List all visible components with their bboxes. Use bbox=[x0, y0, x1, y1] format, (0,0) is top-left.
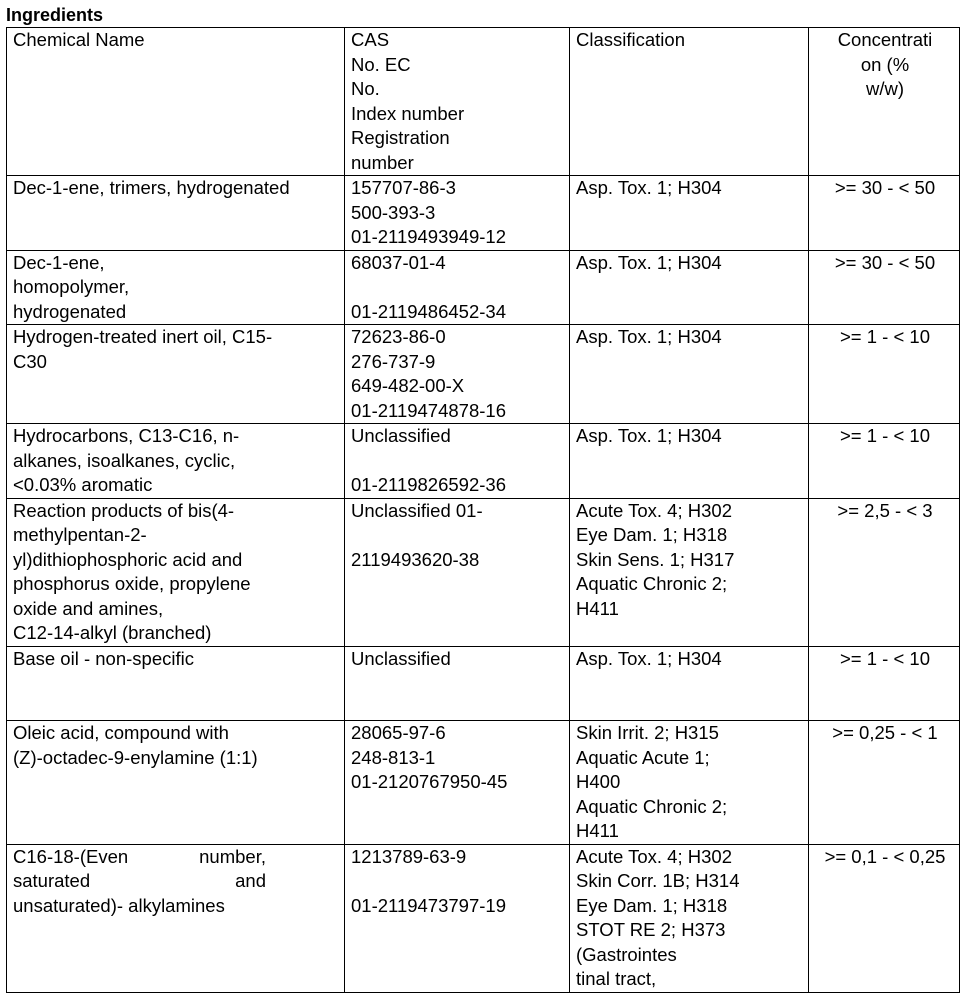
cell-line bbox=[13, 671, 340, 696]
cell-line bbox=[351, 869, 565, 894]
table-row bbox=[7, 498, 960, 646]
cell-line: Eye Dam. 1; H318 bbox=[576, 524, 728, 545]
cell-line: Registration bbox=[351, 127, 450, 148]
header-concentration bbox=[809, 28, 960, 176]
cell-line: >= 1 - < 10 bbox=[840, 326, 930, 347]
concentration-cell bbox=[809, 844, 960, 992]
cell-line: H411 bbox=[576, 820, 619, 841]
cell-line: alkanes, isoalkanes, cyclic, bbox=[13, 449, 236, 471]
cell-line: 72623-86-0 bbox=[351, 326, 446, 347]
classification-cell bbox=[570, 721, 809, 845]
cell-line: STOT RE 2; H373 bbox=[576, 919, 726, 940]
header-ids bbox=[345, 28, 570, 176]
cell-line bbox=[13, 696, 340, 721]
identifiers-cell bbox=[345, 325, 570, 424]
chemical-name-cell bbox=[7, 176, 345, 251]
cell-line: Unclassified bbox=[351, 647, 451, 669]
cell-line: Acute Tox. 4; H302 bbox=[576, 499, 732, 521]
cell-line: 2119493620-38 bbox=[351, 548, 480, 570]
section-title: Ingredients bbox=[6, 5, 104, 25]
ingredients-table bbox=[6, 27, 960, 993]
cell-line: Aquatic Chronic 2; bbox=[576, 795, 728, 817]
cell-line: Classification bbox=[576, 29, 685, 50]
cell-line: 01-2119474878-16 bbox=[351, 399, 506, 421]
cell-line: Eye Dam. 1; H318 bbox=[576, 894, 728, 916]
cell-line: 68037-01-4 bbox=[351, 251, 446, 273]
cell-line: Dec-1-ene, bbox=[13, 251, 105, 273]
cell-line bbox=[351, 449, 565, 474]
cell-line: Chemical Name bbox=[13, 29, 145, 50]
chemical-name-cell bbox=[7, 325, 345, 424]
classification-cell bbox=[570, 844, 809, 992]
cell-line: C16-18-(Even number, bbox=[13, 845, 266, 867]
cell-line: hydrogenated bbox=[13, 300, 127, 322]
cell-line: oxide and amines, bbox=[13, 597, 164, 619]
cell-line: saturated and bbox=[13, 870, 266, 891]
cell-line: Aquatic Chronic 2; bbox=[576, 573, 728, 594]
concentration-cell bbox=[809, 646, 960, 721]
cell-line: Unclassified 01- bbox=[351, 499, 483, 521]
cell-line: 500-393-3 bbox=[351, 201, 436, 223]
cell-line: unsaturated)- alkylamines bbox=[13, 894, 225, 916]
cell-line: 1213789-63-9 bbox=[351, 845, 467, 867]
cell-line: 01-2119493949-12 bbox=[351, 226, 506, 247]
cell-line: >= 1 - < 10 bbox=[840, 425, 930, 446]
identifiers-cell bbox=[345, 250, 570, 325]
cell-line: 01-2119473797-19 bbox=[351, 894, 506, 916]
chemical-name-cell bbox=[7, 498, 345, 646]
identifiers-cell bbox=[345, 424, 570, 499]
cell-line: 01-2120767950-45 bbox=[351, 771, 508, 792]
cell-line: 01-2119486452-34 bbox=[351, 300, 506, 322]
cell-line: 649-482-00-X bbox=[351, 375, 465, 396]
cell-line: H400 bbox=[576, 771, 621, 792]
cell-line: Hydrocarbons, C13-C16, n- bbox=[13, 425, 240, 446]
cell-line: (Gastrointes bbox=[576, 943, 677, 965]
cell-line: Oleic acid, compound with bbox=[13, 722, 229, 743]
cell-line: Asp. Tox. 1; H304 bbox=[576, 177, 722, 198]
classification-cell bbox=[570, 424, 809, 499]
cell-line: Acute Tox. 4; H302 bbox=[576, 845, 732, 867]
concentration-cell bbox=[809, 721, 960, 845]
concentration-cell bbox=[809, 176, 960, 251]
concentration-cell bbox=[809, 250, 960, 325]
cell-line: on (% bbox=[860, 53, 910, 75]
table-row bbox=[7, 646, 960, 721]
header-name bbox=[7, 28, 345, 176]
cell-line: CAS bbox=[351, 29, 390, 50]
cell-line: number bbox=[351, 151, 414, 173]
identifiers-cell bbox=[345, 498, 570, 646]
classification-cell bbox=[570, 176, 809, 251]
cell-line bbox=[351, 275, 565, 300]
cell-line: Reaction products of bis(4- bbox=[13, 499, 235, 521]
header-classification bbox=[570, 28, 809, 176]
cell-line: Asp. Tox. 1; H304 bbox=[576, 425, 722, 446]
identifiers-cell bbox=[345, 844, 570, 992]
cell-line: 276-737-9 bbox=[351, 350, 436, 372]
cell-line: C30 bbox=[13, 350, 47, 372]
cell-line: Concentrati bbox=[837, 29, 933, 50]
chemical-name-cell bbox=[7, 646, 345, 721]
cell-line: (Z)-octadec-9-enylamine (1:1) bbox=[13, 746, 258, 768]
cell-line: Unclassified bbox=[351, 425, 451, 446]
identifiers-cell bbox=[345, 176, 570, 251]
table-row bbox=[7, 176, 960, 251]
cell-line: 28065-97-6 bbox=[351, 722, 446, 743]
classification-cell bbox=[570, 646, 809, 721]
classification-cell bbox=[570, 498, 809, 646]
chemical-name-cell bbox=[7, 424, 345, 499]
classification-cell bbox=[570, 250, 809, 325]
table-row bbox=[7, 424, 960, 499]
identifiers-cell bbox=[345, 721, 570, 845]
concentration-cell bbox=[809, 325, 960, 424]
table-row bbox=[7, 325, 960, 424]
cell-line: Skin Sens. 1; H317 bbox=[576, 548, 735, 570]
identifiers-cell bbox=[345, 646, 570, 721]
cell-line: methylpentan-2- bbox=[13, 524, 147, 545]
cell-line: Asp. Tox. 1; H304 bbox=[576, 251, 722, 273]
classification-cell bbox=[570, 325, 809, 424]
cell-line: phosphorus oxide, propylene bbox=[13, 573, 251, 594]
table-row bbox=[7, 250, 960, 325]
cell-line: Skin Irrit. 2; H315 bbox=[576, 722, 719, 743]
cell-line bbox=[351, 523, 565, 548]
cell-line: >= 0,1 - < 0,25 bbox=[824, 845, 946, 867]
cell-line: yl)dithiophosphoric acid and bbox=[13, 548, 243, 570]
cell-line: Hydrogen-treated inert oil, C15- bbox=[13, 326, 273, 347]
cell-line: >= 2,5 - < 3 bbox=[837, 499, 933, 521]
table-header-row bbox=[7, 28, 960, 176]
cell-line: tinal tract, bbox=[576, 968, 657, 989]
cell-line: C12-14-alkyl (branched) bbox=[13, 622, 212, 643]
cell-line: H411 bbox=[576, 597, 619, 619]
cell-line: Asp. Tox. 1; H304 bbox=[576, 326, 722, 347]
cell-line: 248-813-1 bbox=[351, 746, 436, 768]
concentration-cell bbox=[809, 424, 960, 499]
concentration-cell bbox=[809, 498, 960, 646]
chemical-name-cell bbox=[7, 250, 345, 325]
cell-line: No. EC bbox=[351, 53, 411, 75]
cell-line: Asp. Tox. 1; H304 bbox=[576, 647, 722, 669]
cell-line: homopolymer, bbox=[13, 276, 130, 297]
cell-line: Base oil - non-specific bbox=[13, 647, 194, 669]
chemical-name-cell bbox=[7, 844, 345, 992]
table-row bbox=[7, 844, 960, 992]
cell-line: No. bbox=[351, 78, 380, 99]
chemical-name-cell bbox=[7, 721, 345, 845]
cell-line: Skin Corr. 1B; H314 bbox=[576, 870, 740, 891]
cell-line: <0.03% aromatic bbox=[13, 474, 153, 495]
cell-line: 157707-86-3 bbox=[351, 177, 456, 198]
cell-line: Dec-1-ene, trimers, hydrogenated bbox=[13, 177, 290, 198]
cell-line: >= 30 - < 50 bbox=[834, 251, 936, 273]
cell-line: w/w) bbox=[865, 78, 905, 99]
cell-line: >= 0,25 - < 1 bbox=[832, 722, 938, 743]
cell-line: Index number bbox=[351, 102, 465, 124]
cell-line: >= 30 - < 50 bbox=[834, 177, 936, 198]
table-row bbox=[7, 721, 960, 845]
cell-line: >= 1 - < 10 bbox=[840, 647, 930, 669]
cell-line: 01-2119826592-36 bbox=[351, 474, 506, 495]
cell-line: Aquatic Acute 1; bbox=[576, 746, 710, 768]
